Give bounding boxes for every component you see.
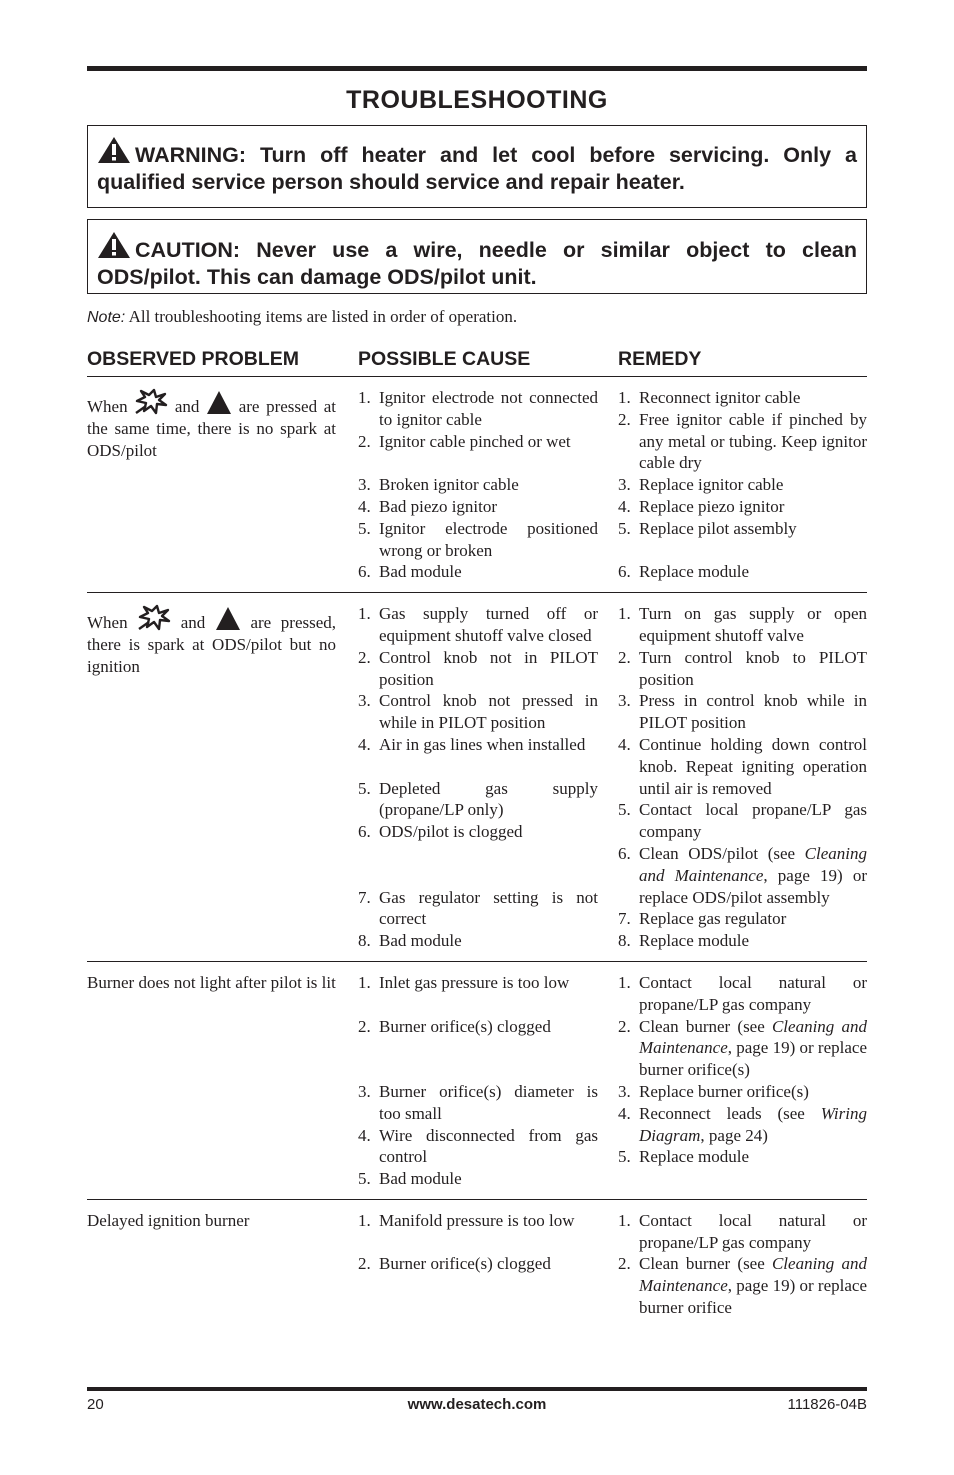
item-number: 4. [618,734,631,754]
remedy-item [618,1016,867,1081]
possible-cause-list [358,603,598,952]
item-text-post: , page 19) or replace ODS/pilot assembly [639,865,867,907]
spark-icon [137,603,171,631]
page-number: 20 [87,1396,104,1413]
item-text: Burner orifice(s) clogged [379,1016,551,1036]
item-number: 1. [618,388,631,407]
warning-triangle-icon [97,136,131,162]
item-number: 5. [618,800,631,820]
item-reference: Wiring Diagram [639,1103,867,1145]
problem-text-mid: and [174,397,200,416]
item-number: 5. [618,1147,631,1167]
remedy-item [618,647,867,691]
item-text: Broken ignitor cable [379,475,519,495]
item-text-post: , page 19) or replace burner orifice(s) [639,1038,867,1080]
item-reference: Cleaning and Maintenance [639,843,867,885]
item-text [639,843,867,908]
item-text: Turn control knob to PILOT position [639,647,867,689]
remedy-item [618,1146,867,1168]
item-text: Control knob not pressed in while in PILOT position [379,691,598,733]
possible-cause-list [358,387,598,583]
item-number: 6. [358,562,371,582]
remedy-item [618,1081,867,1103]
item-number: 3. [618,1081,631,1101]
item-text: Contact local natural or propane/LP gas company [639,972,867,1014]
observed-problem [87,603,336,952]
item-number: 5. [358,518,371,538]
item-number: 5. [358,778,371,798]
spark-icon [134,387,168,415]
item-text: ODS/pilot is clogged [379,822,523,842]
cause-item [358,821,598,843]
item-number: 1. [358,388,371,407]
note-text: All troubleshooting items are listed in order of operation. [128,307,518,326]
item-text-post: , page 24) [700,1125,768,1145]
item-number: 5. [618,518,631,538]
cause-item [358,1210,598,1232]
item-reference: Cleaning and Maintenance [639,1254,867,1296]
item-number: 1. [618,972,631,992]
item-text: Reconnect ignitor cable [639,388,801,407]
cause-item [358,1168,598,1190]
table-row [87,377,867,593]
item-text: Air in gas lines when installed [379,734,586,754]
remedy-item [618,930,867,952]
item-number: 4. [358,1125,371,1145]
caution-triangle-icon [97,231,131,257]
item-text: Inlet gas pressure is too low [379,972,570,992]
item-text: Bad module [379,562,462,582]
item-text: Bad piezo ignitor [379,496,498,516]
item-text: Free ignitor cable if pinched by any metal or tubing. Keep ignitor cable dry [639,409,867,473]
item-reference: Cleaning and Maintenance [639,1016,867,1058]
item-text: Replace burner orifice(s) [639,1081,809,1101]
remedy-item [618,799,867,843]
item-text: Bad module [379,931,462,951]
problem-text: Burner does not light after pilot is lit [87,972,336,992]
cause-item [358,431,598,453]
item-text: Bad module [379,1169,462,1189]
item-text: Ignitor cable pinched or wet [379,431,571,451]
website-link[interactable]: www.desatech.com [407,1396,547,1413]
remedy-item [618,603,867,647]
problem-text-pre: When [87,397,128,416]
cause-item [358,1125,598,1169]
item-text [639,1253,867,1318]
remedy-item [618,409,867,474]
item-text: Replace ignitor cable [639,475,784,495]
cause-item [358,474,598,496]
item-text: Replace gas regulator [639,909,787,929]
warning-box [87,125,867,208]
cause-item [358,603,598,647]
cause-item [358,972,598,994]
item-text: Press in control knob while in PILOT position [639,691,867,733]
page-title: TROUBLESHOOTING [346,86,608,114]
item-text: Replace module [639,1147,749,1167]
remedy-list [618,972,867,1190]
table-header [87,347,867,377]
item-number: 2. [358,431,371,451]
problem-text: Delayed ignition burner [87,1210,250,1230]
cause-item [358,734,598,756]
warning-text: WARNING: Turn off heater and let cool before servicing. Only a qualified service person should service and repair heater. [97,143,857,194]
cause-item [358,496,598,518]
table-row [87,962,867,1200]
item-number: 3. [358,475,371,495]
item-number: 4. [358,734,371,754]
possible-cause-list [358,1210,598,1319]
item-number: 2. [618,409,631,429]
remedy-item [618,496,867,518]
cause-item [358,1253,598,1275]
item-text: Ignitor electrode positioned wrong or broken [379,518,598,560]
item-text: Continue holding down control knob. Repeat igniting operation until air is removed [639,734,867,798]
remedy-list [618,1210,867,1319]
item-number: 1. [358,972,371,992]
item-number: 3. [618,691,631,711]
header-observed-problem: OBSERVED PROBLEM [87,348,300,370]
cause-item [358,778,598,822]
cause-item [358,1081,598,1125]
item-text: Control knob not in PILOT position [379,647,598,689]
cause-item [358,1016,598,1038]
item-number: 4. [618,496,631,516]
remedy-item [618,1210,867,1254]
item-number: 6. [618,843,631,863]
item-number: 6. [358,822,371,842]
item-text: Gas supply turned off or equipment shutoff valve closed [379,604,598,645]
footer-rule [87,1387,867,1391]
note [87,307,867,328]
cause-item [358,518,598,562]
item-number: 3. [358,691,371,711]
item-text: Replace module [639,931,749,951]
document-page [87,66,867,1328]
remedy-list [618,387,867,583]
problem-text-pre: When [87,613,128,633]
item-text: Depleted gas supply (propane/LP only) [379,778,598,820]
item-number: 2. [618,647,631,667]
cause-item [358,690,598,734]
remedy-item [618,843,867,908]
remedy-item [618,972,867,1016]
item-number: 6. [618,562,631,582]
note-label: Note: [87,309,126,326]
remedy-item [618,387,867,409]
up-triangle-icon [215,606,241,631]
item-text-pre: Clean ODS/pilot (see [639,843,805,863]
cause-item [358,387,598,431]
caution-box [87,219,867,294]
item-number: 7. [618,909,631,929]
item-text: Turn on gas supply or open equipment shutoff valve [639,604,867,645]
remedy-list [618,603,867,952]
item-number: 1. [358,1210,371,1230]
remedy-item [618,690,867,734]
document-number: 111826-04B [787,1396,867,1413]
header-remedy: REMEDY [618,348,702,370]
item-text: Manifold pressure is too low [379,1210,575,1230]
item-text: Wire disconnected from gas control [379,1125,598,1167]
item-text: Ignitor electrode not connected to ignitor cable [379,388,598,429]
troubleshooting-table [87,377,867,1328]
item-number: 7. [358,887,371,907]
cause-item [358,561,598,583]
item-number: 1. [618,604,631,624]
item-number: 4. [358,496,371,516]
header-possible-cause: POSSIBLE CAUSE [358,348,531,370]
item-text: Burner orifice(s) clogged [379,1254,551,1274]
cause-item [358,887,598,931]
item-number: 2. [358,1254,371,1274]
observed-problem [87,1210,336,1319]
footer [87,1396,867,1416]
item-number: 5. [358,1169,371,1189]
item-text: Contact local propane/LP gas company [639,800,867,842]
problem-text-post: are pressed at the same time, there is no spark at ODS/pilot [87,397,336,460]
item-number: 2. [618,1254,631,1274]
observed-problem [87,387,336,583]
remedy-item [618,908,867,930]
remedy-item [618,1253,867,1318]
top-rule [87,66,867,71]
cause-item [358,647,598,691]
item-text: Replace pilot assembly [639,518,797,538]
item-text-post: , page 19) or replace burner orifice [639,1276,867,1318]
item-text [639,1103,867,1147]
item-text: Gas regulator setting is not correct [379,887,598,929]
remedy-item [618,734,867,799]
item-text-pre: Reconnect leads (see [639,1103,821,1123]
item-number: 2. [618,1016,631,1036]
problem-text-mid: and [180,613,206,633]
item-text: Contact local natural or propane/LP gas company [639,1210,867,1252]
item-text-pre: Clean burner (see [639,1254,772,1274]
table-row [87,593,867,962]
up-triangle-icon [206,390,232,415]
remedy-item [618,474,867,496]
item-text: Burner orifice(s) diameter is too small [379,1081,598,1123]
item-number: 3. [358,1081,371,1101]
item-number: 2. [358,1016,371,1036]
caution-text: CAUTION: Never use a wire, needle or similar object to clean ODS/pilot. This can damage ODS/pilot unit. [97,238,857,289]
item-number: 8. [358,931,371,951]
item-text [639,1016,867,1081]
item-number: 1. [618,1210,631,1230]
possible-cause-list [358,972,598,1190]
remedy-item [618,561,867,583]
item-number: 1. [358,604,371,624]
cause-item [358,930,598,952]
item-text: Replace piezo ignitor [639,496,785,516]
table-row [87,1200,867,1328]
item-text: Replace module [639,562,749,582]
remedy-item [618,518,867,540]
remedy-item [618,1103,867,1147]
problem-text-post: are pressed, there is spark at ODS/pilot but no ignition [87,613,337,676]
item-number: 8. [618,931,631,951]
item-number: 2. [358,647,371,667]
item-number: 4. [618,1103,631,1123]
observed-problem [87,972,336,1190]
item-text-pre: Clean burner (see [639,1016,772,1036]
item-number: 3. [618,475,631,495]
